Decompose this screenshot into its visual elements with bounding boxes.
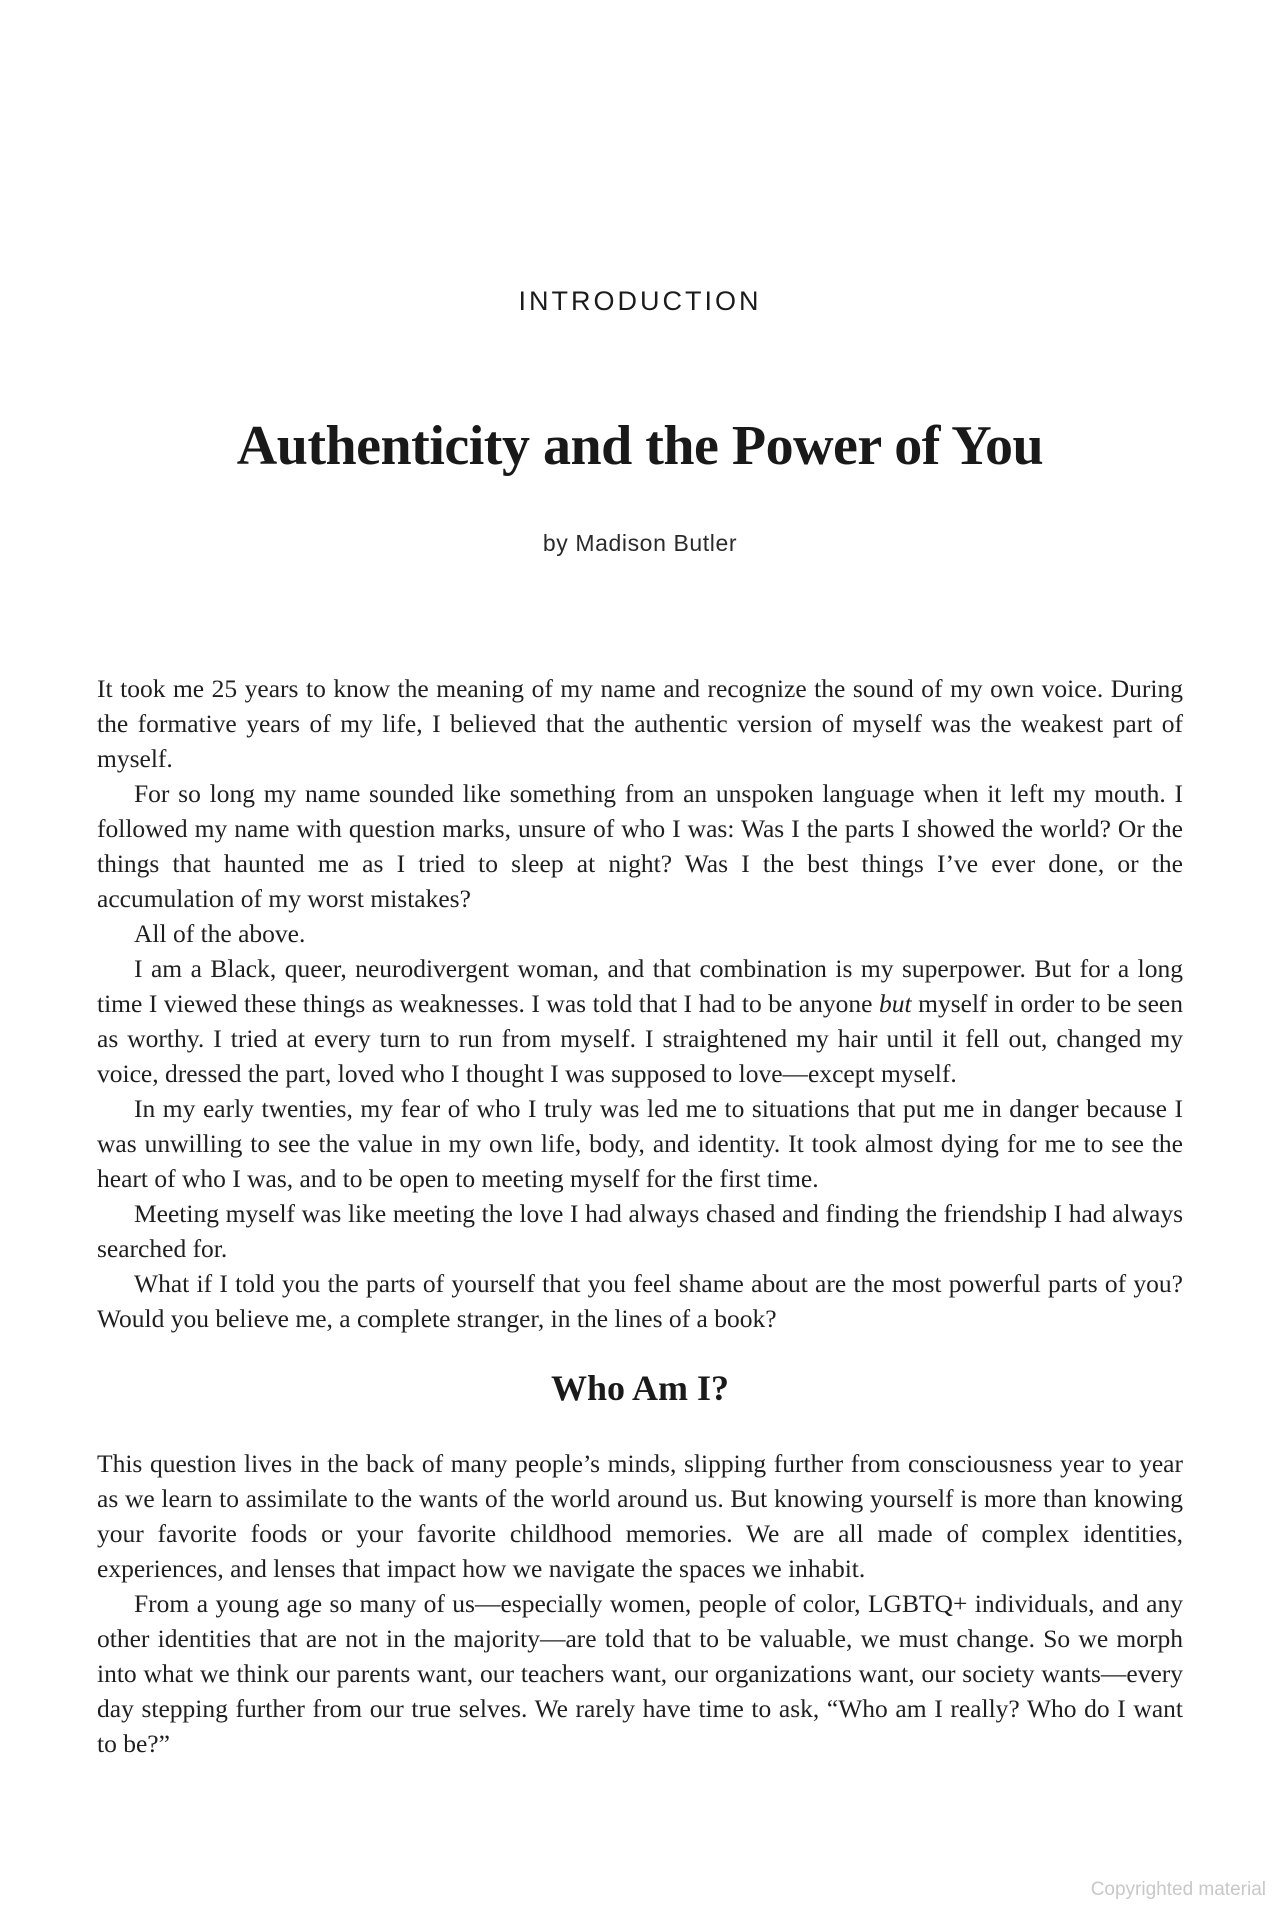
paragraph: All of the above. xyxy=(134,919,306,948)
paragraph: I am a Black, queer, neurodivergent woman, and that combination is my superpower. But for a long time I viewed these things as weaknesses. I was told that I had to be anyone but myself in order to be seen as worthy. I tried at every turn to run from myself. I straightened my hair until it fell out, changed my voice, dressed the part, loved who I thought I was supposed to love—except myself. xyxy=(97,954,1183,1088)
section-heading: Who Am I? xyxy=(550,1368,730,1408)
italic-text: but xyxy=(879,989,912,1018)
chapter-title: Authenticity and the Power of You xyxy=(236,415,1044,477)
body-text xyxy=(97,671,1183,1761)
paragraph: For so long my name sounded like something from an unspoken language when it left my mouth. I followed my name with question marks, unsure of who I was: Was I the parts I showed the world? Or the things that haunted me as I tried to sleep at night? Was I the best things I’ve ever done, or the accumulation of my worst mistakes? xyxy=(97,779,1183,913)
paragraph: Meeting myself was like meeting the love I had always chased and finding the friendship I had always searched for. xyxy=(97,1199,1183,1263)
byline: by Madison Butler xyxy=(542,530,738,556)
paragraph: What if I told you the parts of yourself that you feel shame about are the most powerful parts of you? Would you believe me, a complete stranger, in the lines of a book? xyxy=(97,1269,1183,1333)
paragraph: From a young age so many of us—especially women, people of color, LGBTQ+ individuals, and any other identities that are not in the majority—are told that to be valuable, we must change. So we morph into what we think our parents want, our teachers want, our organizations want, our society wants—every day stepping further from our true selves. We rarely have time to ask, “Who am I really? Who do I want to be?” xyxy=(97,1589,1183,1758)
paragraph: It took me 25 years to know the meaning of my name and recognize the sound of my own voice. During the formative years of my life, I believed that the authentic version of myself was the weakest part of myself. xyxy=(97,674,1183,773)
paragraph: This question lives in the back of many people’s minds, slipping further from consciousness year to year as we learn to assimilate to the wants of the world around us. But knowing yourself is more than knowing your favorite foods or your favorite childhood memories. We are all made of complex identities, experiences, and lenses that impact how we navigate the spaces we inhabit. xyxy=(97,1449,1183,1583)
paragraph: In my early twenties, my fear of who I truly was led me to situations that put me in danger because I was unwilling to see the value in my own life, body, and identity. It took almost dying for me to see the heart of who I was, and to be open to meeting myself for the first time. xyxy=(97,1094,1183,1193)
chapter-kicker: INTRODUCTION xyxy=(518,286,762,316)
watermark-copyright: Copyrighted material xyxy=(1090,1879,1266,1900)
